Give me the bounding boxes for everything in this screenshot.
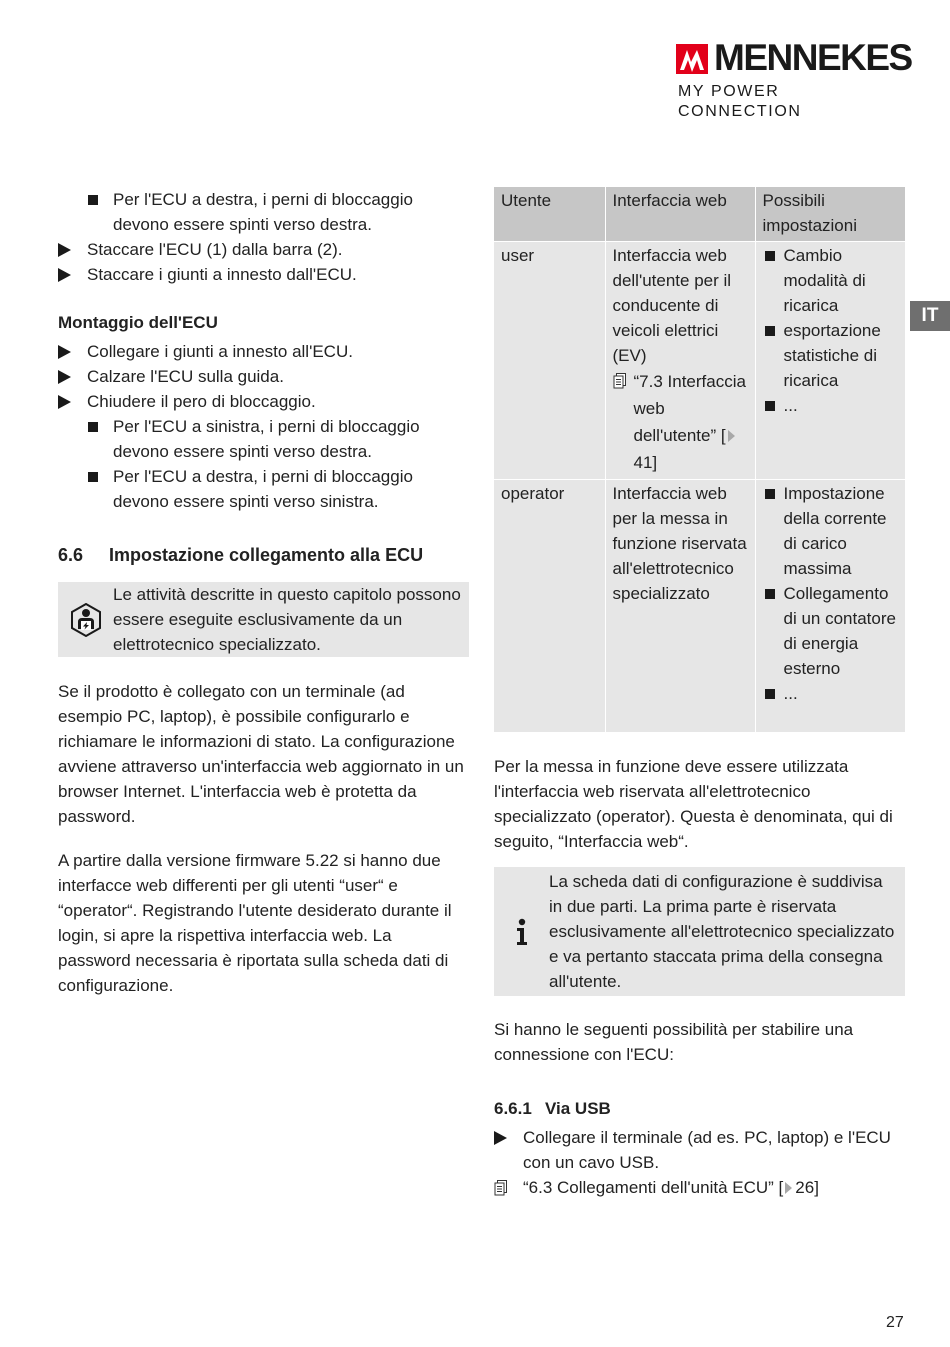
square-bullet-icon [88, 195, 98, 205]
arrow-bullet-icon [494, 1131, 507, 1145]
list-item: Collegare il terminale (ad es. PC, laptop) e l'ECU con un cavo USB. [494, 1125, 905, 1175]
list-item: Staccare i giunti a innesto dall'ECU. [58, 262, 469, 287]
info-icon [514, 918, 530, 946]
section-number: 6.6 [58, 545, 84, 565]
square-bullet-icon [765, 326, 775, 336]
list-item: Collegamento di un contatore di energia esterno [763, 581, 898, 681]
list-item: Staccare l'ECU (1) dalla barra (2). [58, 237, 469, 262]
arrow-bullet-icon [58, 268, 71, 282]
brand-name: MENNEKES [714, 37, 912, 78]
column-header: Possibili impostazioni [755, 187, 905, 242]
info-text: La scheda dati di configurazione è suddivisa in due parti. La prima parte è riservata esclusivamente all'elettrotecnico specializzato e va pertanto staccata prima della consegna all'utente. [549, 872, 895, 991]
subsection-heading [494, 1096, 905, 1121]
intro-paragraph: Se il prodotto è collegato con un terminale (ad esempio PC, laptop), è possibile configurarlo e richiamare le informazioni di stato. La configurazione avviene attraverso un'interfaccia web aggiornato in un browser Internet. L'interfaccia web è protetta da password. [58, 682, 464, 826]
list-item: Per l'ECU a destra, i perni di bloccaggio devono essere spinti verso destra. [58, 187, 469, 237]
arrow-bullet-icon [58, 345, 71, 359]
electrician-warning-icon [69, 603, 103, 637]
list-item: Per l'ECU a sinistra, i perni di bloccaggio devono essere spinti verso destra. [58, 414, 469, 464]
list-item: Per l'ECU a destra, i perni di bloccaggio devono essere spinti verso sinistra. [58, 464, 469, 514]
page-arrow-icon [728, 430, 735, 442]
cross-reference[interactable]: “7.3 Interfaccia web dell'utente” [41] [613, 368, 748, 476]
table-row [494, 242, 905, 480]
arrow-bullet-icon [58, 243, 71, 257]
subsection-number: 6.6.1 [494, 1099, 532, 1118]
list-item: Calzare l'ECU sulla guida. [58, 364, 469, 389]
section-heading [58, 543, 469, 568]
user-cell: user [494, 242, 605, 480]
square-bullet-icon [765, 489, 775, 499]
square-bullet-icon [765, 251, 775, 261]
language-tab: IT [910, 301, 950, 331]
interface-cell: Interfaccia web per la messa in funzione riservata all'elettrotecnico specializzato [605, 480, 755, 733]
list-item: Collegare i giunti a innesto all'ECU. [58, 339, 469, 364]
section-title: Impostazione collegamento alla ECU [109, 545, 424, 565]
settings-cell [755, 242, 905, 480]
firmware-paragraph: A partire dalla versione firmware 5.22 si hanno due interfacce web differenti per gli utenti “user“ e “operator“. Registrando l'utente desiderato durante il login, si apre la rispettiva interfaccia web. La password necessaria è riportata sulla scheda dati di configurazione. [58, 851, 452, 995]
electrician-notice [58, 582, 469, 657]
interface-cell: Interfaccia web dell'utente per il conducente di veicoli elettrici (EV) “7.3 Interfaccia web dell'utente” [41] [605, 242, 755, 480]
square-bullet-icon [765, 689, 775, 699]
info-notice [494, 867, 905, 996]
square-bullet-icon [88, 422, 98, 432]
list-item: Cambio modalità di ricarica [763, 243, 898, 318]
operator-paragraph: Per la messa in funzione deve essere utilizzata l'interfaccia web riservata all'elettrotecnico specializzato (operator). Questa è denominata, qui di seguito, “Interfaccia web“. [494, 757, 893, 851]
cross-reference[interactable]: “6.3 Collegamenti dell'unità ECU” [ 26] [494, 1175, 905, 1200]
mennekes-logo-mark-icon [676, 44, 708, 74]
mount-heading: Montaggio dell'ECU [58, 313, 218, 332]
column-header: Utente [494, 187, 605, 242]
list-item: ... [763, 393, 898, 418]
arrow-bullet-icon [58, 370, 71, 384]
subsection-title: Via USB [545, 1099, 611, 1118]
settings-cell [755, 480, 905, 733]
document-reference-icon [494, 1180, 508, 1196]
page-arrow-icon [785, 1182, 792, 1194]
arrow-bullet-icon [58, 395, 71, 409]
table-row [494, 480, 905, 733]
mennekes-logo [676, 37, 912, 120]
document-reference-icon [613, 373, 627, 389]
brand-tagline: MY POWER CONNECTION [678, 83, 802, 120]
table-header-row [494, 187, 905, 242]
left-column [58, 187, 469, 998]
column-header: Interfaccia web [605, 187, 755, 242]
list-item: Chiudere il pero di bloccaggio. [58, 389, 469, 414]
right-column [494, 187, 905, 1200]
list-item: ... [763, 681, 898, 706]
page-number: 27 [886, 1314, 904, 1331]
square-bullet-icon [88, 472, 98, 482]
connection-paragraph: Si hanno le seguenti possibilità per stabilire una connessione con l'ECU: [494, 1020, 854, 1064]
user-roles-table [494, 187, 906, 733]
square-bullet-icon [765, 589, 775, 599]
list-item: esportazione statistiche di ricarica [763, 318, 898, 393]
square-bullet-icon [765, 401, 775, 411]
list-item: Impostazione della corrente di carico massima [763, 481, 898, 581]
notice-text: Le attività descritte in questo capitolo possono essere eseguite esclusivamente da un elettrotecnico specializzato. [113, 585, 461, 654]
user-cell: operator [494, 480, 605, 733]
